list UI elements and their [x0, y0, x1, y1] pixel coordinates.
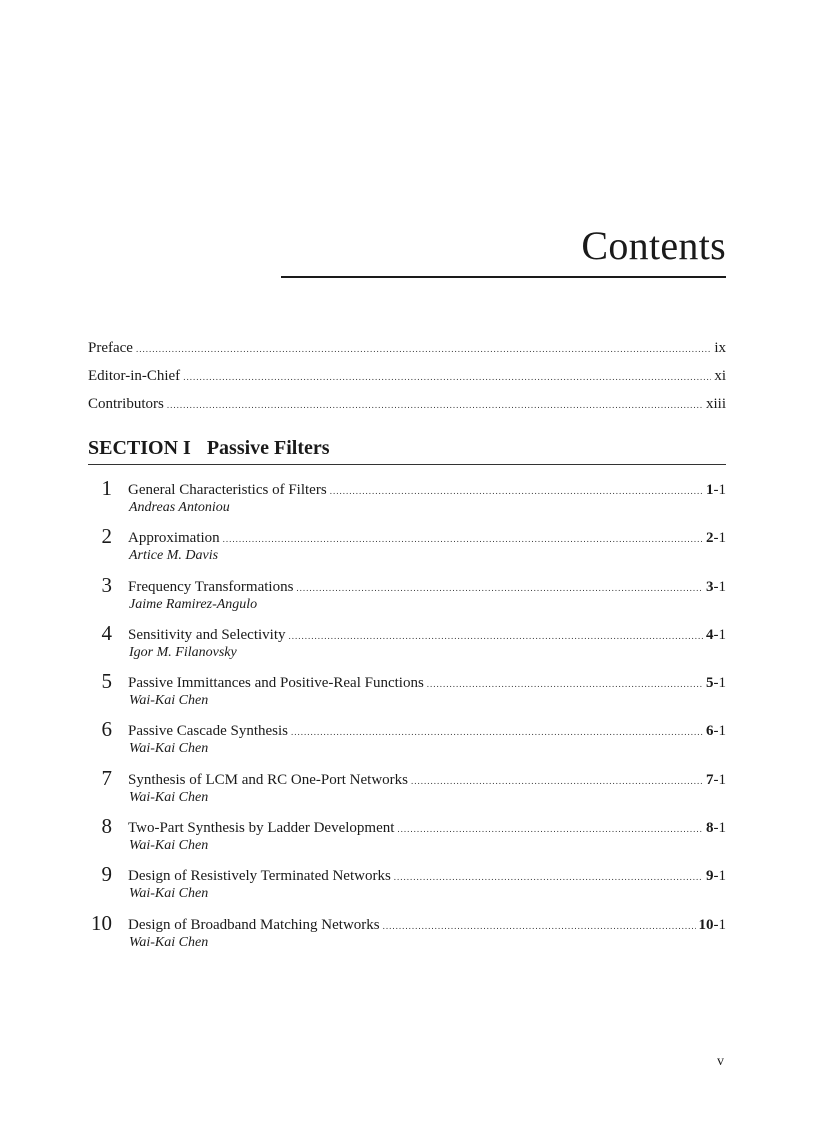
leader-dots — [167, 395, 703, 415]
front-matter-list — [88, 338, 726, 422]
chapter-number: 3 — [101, 572, 112, 597]
chapter-author: Wai-Kai Chen — [129, 693, 209, 709]
chapter-number: 8 — [101, 814, 112, 839]
chapter-page-chapter: 7 — [706, 771, 714, 788]
chapter-entry[interactable] — [88, 910, 726, 961]
chapter-page-number: -1 — [713, 530, 726, 547]
chapter-number: 4 — [101, 620, 112, 645]
chapter-page-chapter: 8 — [706, 820, 714, 837]
chapter-number: 6 — [101, 717, 112, 742]
chapter-title: Design of Broadband Matching Networks — [128, 916, 380, 933]
chapter-page-number: -1 — [713, 868, 726, 885]
leader-dots — [330, 481, 703, 501]
leader-dots — [383, 916, 696, 936]
chapter-page-number: -1 — [713, 578, 726, 595]
chapter-page-chapter: 3 — [706, 578, 714, 595]
chapter-page — [706, 866, 726, 886]
chapter-number: 9 — [101, 862, 112, 887]
chapter-author: Wai-Kai Chen — [129, 838, 209, 854]
chapter-page-chapter: 2 — [706, 530, 714, 547]
toc-entry-page: xi — [714, 368, 726, 384]
toc-entry-page: ix — [714, 340, 726, 356]
chapter-page-chapter: 4 — [706, 626, 714, 643]
toc-entry-label: Editor-in-Chief — [88, 368, 181, 384]
chapter-author: Jaime Ramirez-Angulo — [129, 596, 258, 612]
chapter-row — [128, 866, 726, 894]
leader-dots — [289, 626, 704, 646]
chapter-row — [128, 721, 726, 749]
chapter-page-chapter: 1 — [706, 482, 714, 498]
chapter-title: General Characteristics of Filters — [128, 482, 327, 498]
leader-dots — [183, 367, 711, 387]
section-rule — [88, 464, 726, 465]
chapter-title: Frequency Transformations — [128, 578, 294, 595]
chapter-author: Andreas Antoniou — [129, 500, 230, 515]
chapter-page — [706, 770, 726, 790]
chapter-title: Two-Part Synthesis by Ladder Development — [128, 820, 395, 837]
chapter-page — [706, 818, 726, 838]
chapter-title: Approximation — [128, 530, 220, 547]
chapter-entry[interactable] — [88, 620, 726, 671]
chapter-page — [706, 480, 726, 500]
chapter-page-chapter: 10 — [698, 916, 714, 933]
page-folio: v — [717, 1054, 724, 1069]
toc-entry-label: Contributors — [88, 396, 164, 412]
leader-dots — [397, 819, 703, 839]
leader-dots — [394, 867, 703, 887]
chapter-entry[interactable] — [88, 719, 726, 767]
chapter-title: Passive Immittances and Positive-Real Functions — [128, 675, 424, 692]
chapter-page — [706, 577, 726, 597]
chapter-number: 7 — [101, 765, 112, 790]
chapter-entry[interactable] — [88, 671, 726, 719]
chapter-entry[interactable] — [88, 765, 726, 816]
chapter-page-chapter: 6 — [706, 723, 714, 740]
chapter-number: 10 — [91, 910, 112, 935]
chapter-page-number: -1 — [713, 771, 726, 788]
chapter-author: Artice M. Davis — [129, 548, 219, 564]
chapter-page-number: -1 — [713, 675, 726, 692]
chapter-list — [88, 478, 726, 961]
chapter-number: 5 — [101, 669, 112, 694]
title-rule — [281, 276, 726, 278]
chapter-row — [128, 770, 726, 798]
leader-dots — [427, 674, 703, 694]
chapter-entry[interactable] — [88, 526, 726, 574]
chapter-page-chapter: 9 — [706, 868, 714, 885]
chapter-page — [699, 915, 727, 935]
chapter-entry[interactable] — [88, 864, 726, 912]
chapter-author: Wai-Kai Chen — [129, 741, 209, 757]
chapter-title: Sensitivity and Selectivity — [128, 626, 286, 643]
leader-dots — [411, 771, 703, 791]
chapter-title: Passive Cascade Synthesis — [128, 723, 288, 740]
chapter-entry[interactable] — [88, 572, 726, 623]
chapter-number: 1 — [101, 476, 112, 500]
chapter-page-number: -1 — [713, 723, 726, 740]
leader-dots — [136, 339, 711, 359]
chapter-page — [706, 673, 726, 693]
leader-dots — [296, 578, 703, 598]
chapter-entry[interactable] — [88, 478, 726, 526]
chapter-author: Wai-Kai Chen — [129, 789, 209, 805]
section-title: Passive Filters — [206, 437, 330, 459]
chapter-page-number: -1 — [713, 820, 726, 837]
chapter-page — [706, 721, 726, 741]
toc-entry-page: xiii — [705, 396, 726, 412]
chapter-title: Design of Resistively Terminated Networks — [128, 868, 391, 885]
chapter-page-chapter: 5 — [706, 675, 714, 692]
chapter-page-number: -1 — [713, 916, 726, 933]
chapter-row — [128, 673, 726, 701]
page-title: Contents — [581, 223, 726, 268]
section-heading — [88, 437, 726, 460]
chapter-author: Wai-Kai Chen — [129, 934, 209, 950]
chapter-author: Wai-Kai Chen — [129, 886, 209, 902]
toc-entry-preface[interactable] — [88, 338, 726, 366]
toc-entry-contributors[interactable] — [88, 394, 726, 422]
chapter-page-number: -1 — [713, 626, 726, 643]
chapter-row — [128, 818, 726, 846]
chapter-page-number: -1 — [713, 482, 726, 498]
toc-entry-editor-in-chief[interactable] — [88, 366, 726, 394]
chapter-author: Igor M. Filanovsky — [129, 644, 237, 660]
chapter-number: 2 — [101, 524, 112, 549]
toc-entry-label: Preface — [88, 340, 133, 356]
leader-dots — [291, 722, 703, 742]
leader-dots — [223, 529, 703, 549]
chapter-title: Synthesis of LCM and RC One-Port Networks — [128, 771, 408, 788]
section-number: SECTION I — [88, 437, 191, 459]
chapter-entry[interactable] — [88, 816, 726, 864]
chapter-page — [706, 528, 726, 548]
chapter-row — [128, 915, 726, 943]
chapter-page — [706, 625, 726, 645]
